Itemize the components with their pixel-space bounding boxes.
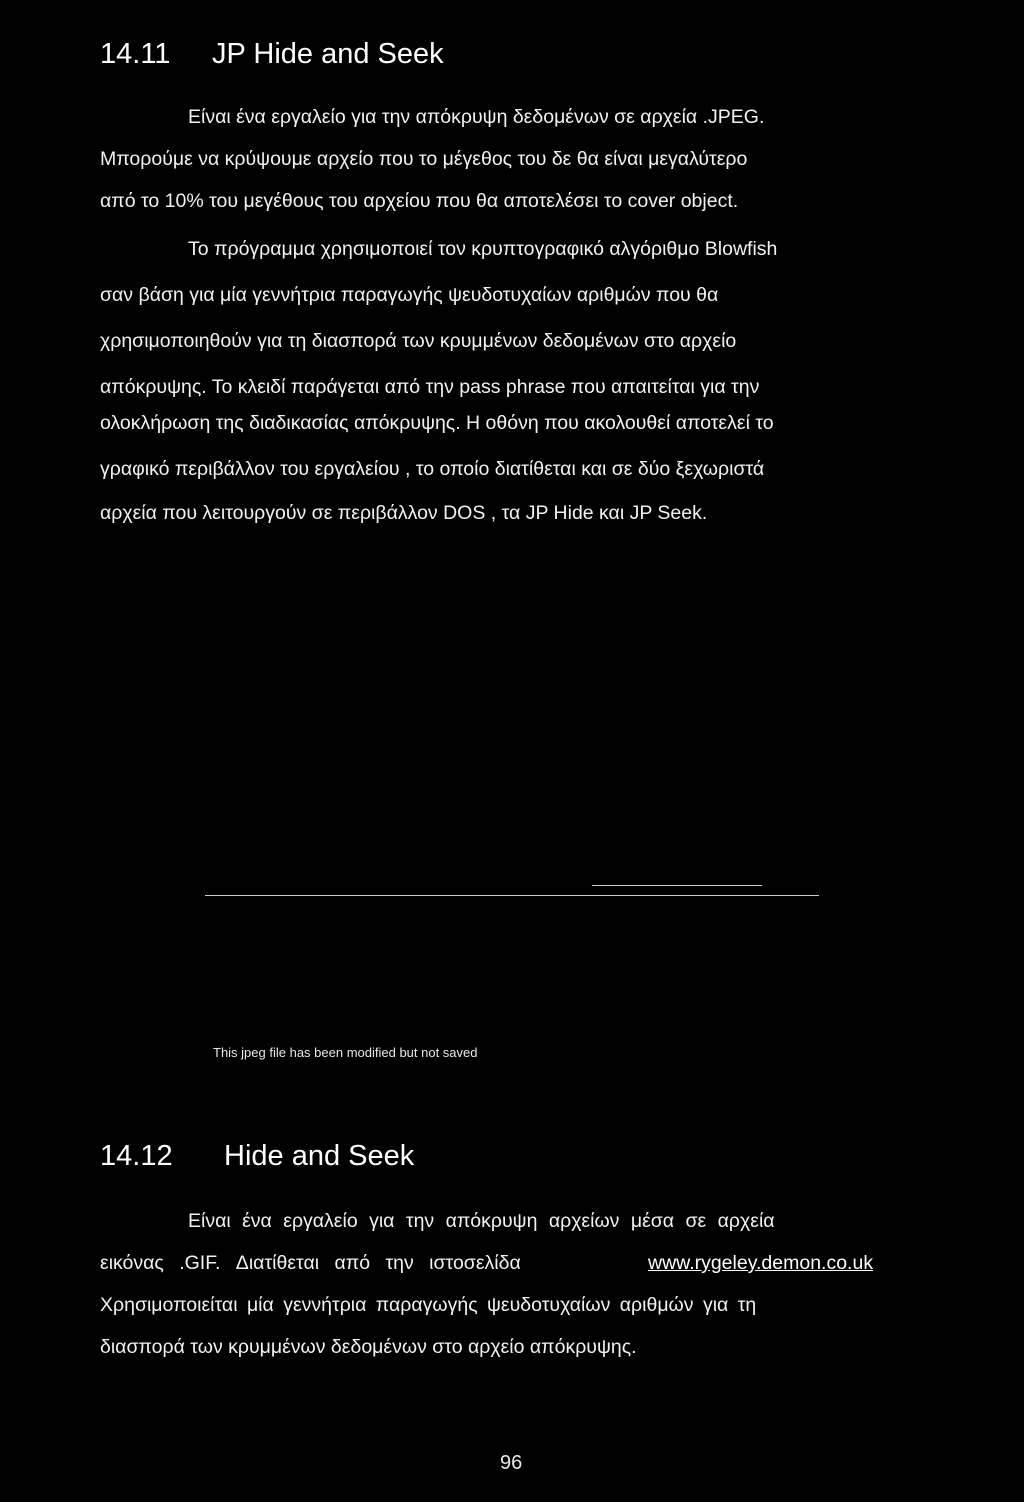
website-link[interactable]: www.rygeley.demon.co.uk bbox=[648, 1252, 874, 1274]
section-number: 14.12 bbox=[100, 1140, 173, 1172]
paragraph-line: γραφικό περιβάλλον του εργαλείου , το οποίο διατίθεται και σε δύο ξεχωριστά bbox=[100, 458, 765, 480]
section-heading-14-11 bbox=[100, 38, 444, 71]
paragraph-line: διασπορά των κρυμμένων δεδομένων στο αρχείο απόκρυψης. bbox=[100, 1336, 637, 1358]
section-heading-14-12 bbox=[100, 1140, 414, 1173]
intro-paragraph bbox=[0, 96, 1024, 226]
section-title: JP Hide and Seek bbox=[212, 38, 444, 70]
blowfish-paragraph bbox=[0, 228, 1024, 528]
page-number: 96 bbox=[500, 1452, 523, 1474]
paragraph-line: αρχεία που λειτουργούν σε περιβάλλον DOS , τα JP Hide και JP Seek. bbox=[100, 502, 708, 524]
hide-and-seek-paragraph bbox=[0, 1200, 1024, 1380]
paragraph-line-text: Είναι ένα εργαλείο για την απόκρυψη αρχείων μέσα σε αρχεία bbox=[188, 1210, 775, 1232]
figure-status-caption: This jpeg file has been modified but not saved bbox=[213, 1045, 478, 1060]
paragraph-line: Μπορούμε να κρύψουμε αρχείο που το μέγεθος του δε θα είναι μεγαλύτερο bbox=[100, 148, 748, 170]
paragraph-line bbox=[188, 1200, 924, 1242]
paragraph-line-text: εικόνας .GIF. Διατίθεται από την ιστοσελίδα bbox=[100, 1252, 521, 1274]
paragraph-line: χρησιμοποιηθούν για τη διασπορά των κρυμμένων δεδομένων στο αρχείο bbox=[100, 330, 737, 352]
paragraph-line: σαν βάση για μία γεννήτρια παραγωγής ψευδοτυχαίων αριθμών που θα bbox=[100, 284, 719, 306]
figure-rule-top bbox=[592, 885, 762, 886]
paragraph-line: Το πρόγραμμα χρησιμοποιεί τον κρυπτογραφικό αλγόριθμο Blowfish bbox=[188, 238, 778, 260]
paragraph-line: Είναι ένα εργαλείο για την απόκρυψη δεδομένων σε αρχεία .JPEG. bbox=[188, 106, 765, 128]
paragraph-line bbox=[100, 1242, 924, 1284]
paragraph-line: Χρησιμοποιείται μία γεννήτρια παραγωγής ψευδοτυχαίων αριθμών για τη bbox=[100, 1294, 757, 1316]
figure-rule-bottom bbox=[205, 895, 819, 896]
paragraph-line: ολοκλήρωση της διαδικασίας απόκρυψης. Η οθόνη που ακολουθεί αποτελεί το bbox=[100, 412, 774, 434]
paragraph-line: από το 10% του μεγέθους του αρχείου που θα αποτελέσει το cover object. bbox=[100, 190, 739, 212]
section-number: 14.11 bbox=[100, 38, 171, 70]
section-title: Hide and Seek bbox=[224, 1140, 415, 1172]
paragraph-line: απόκρυψης. Το κλειδί παράγεται από την pass phrase που απαιτείται για την bbox=[100, 376, 760, 398]
